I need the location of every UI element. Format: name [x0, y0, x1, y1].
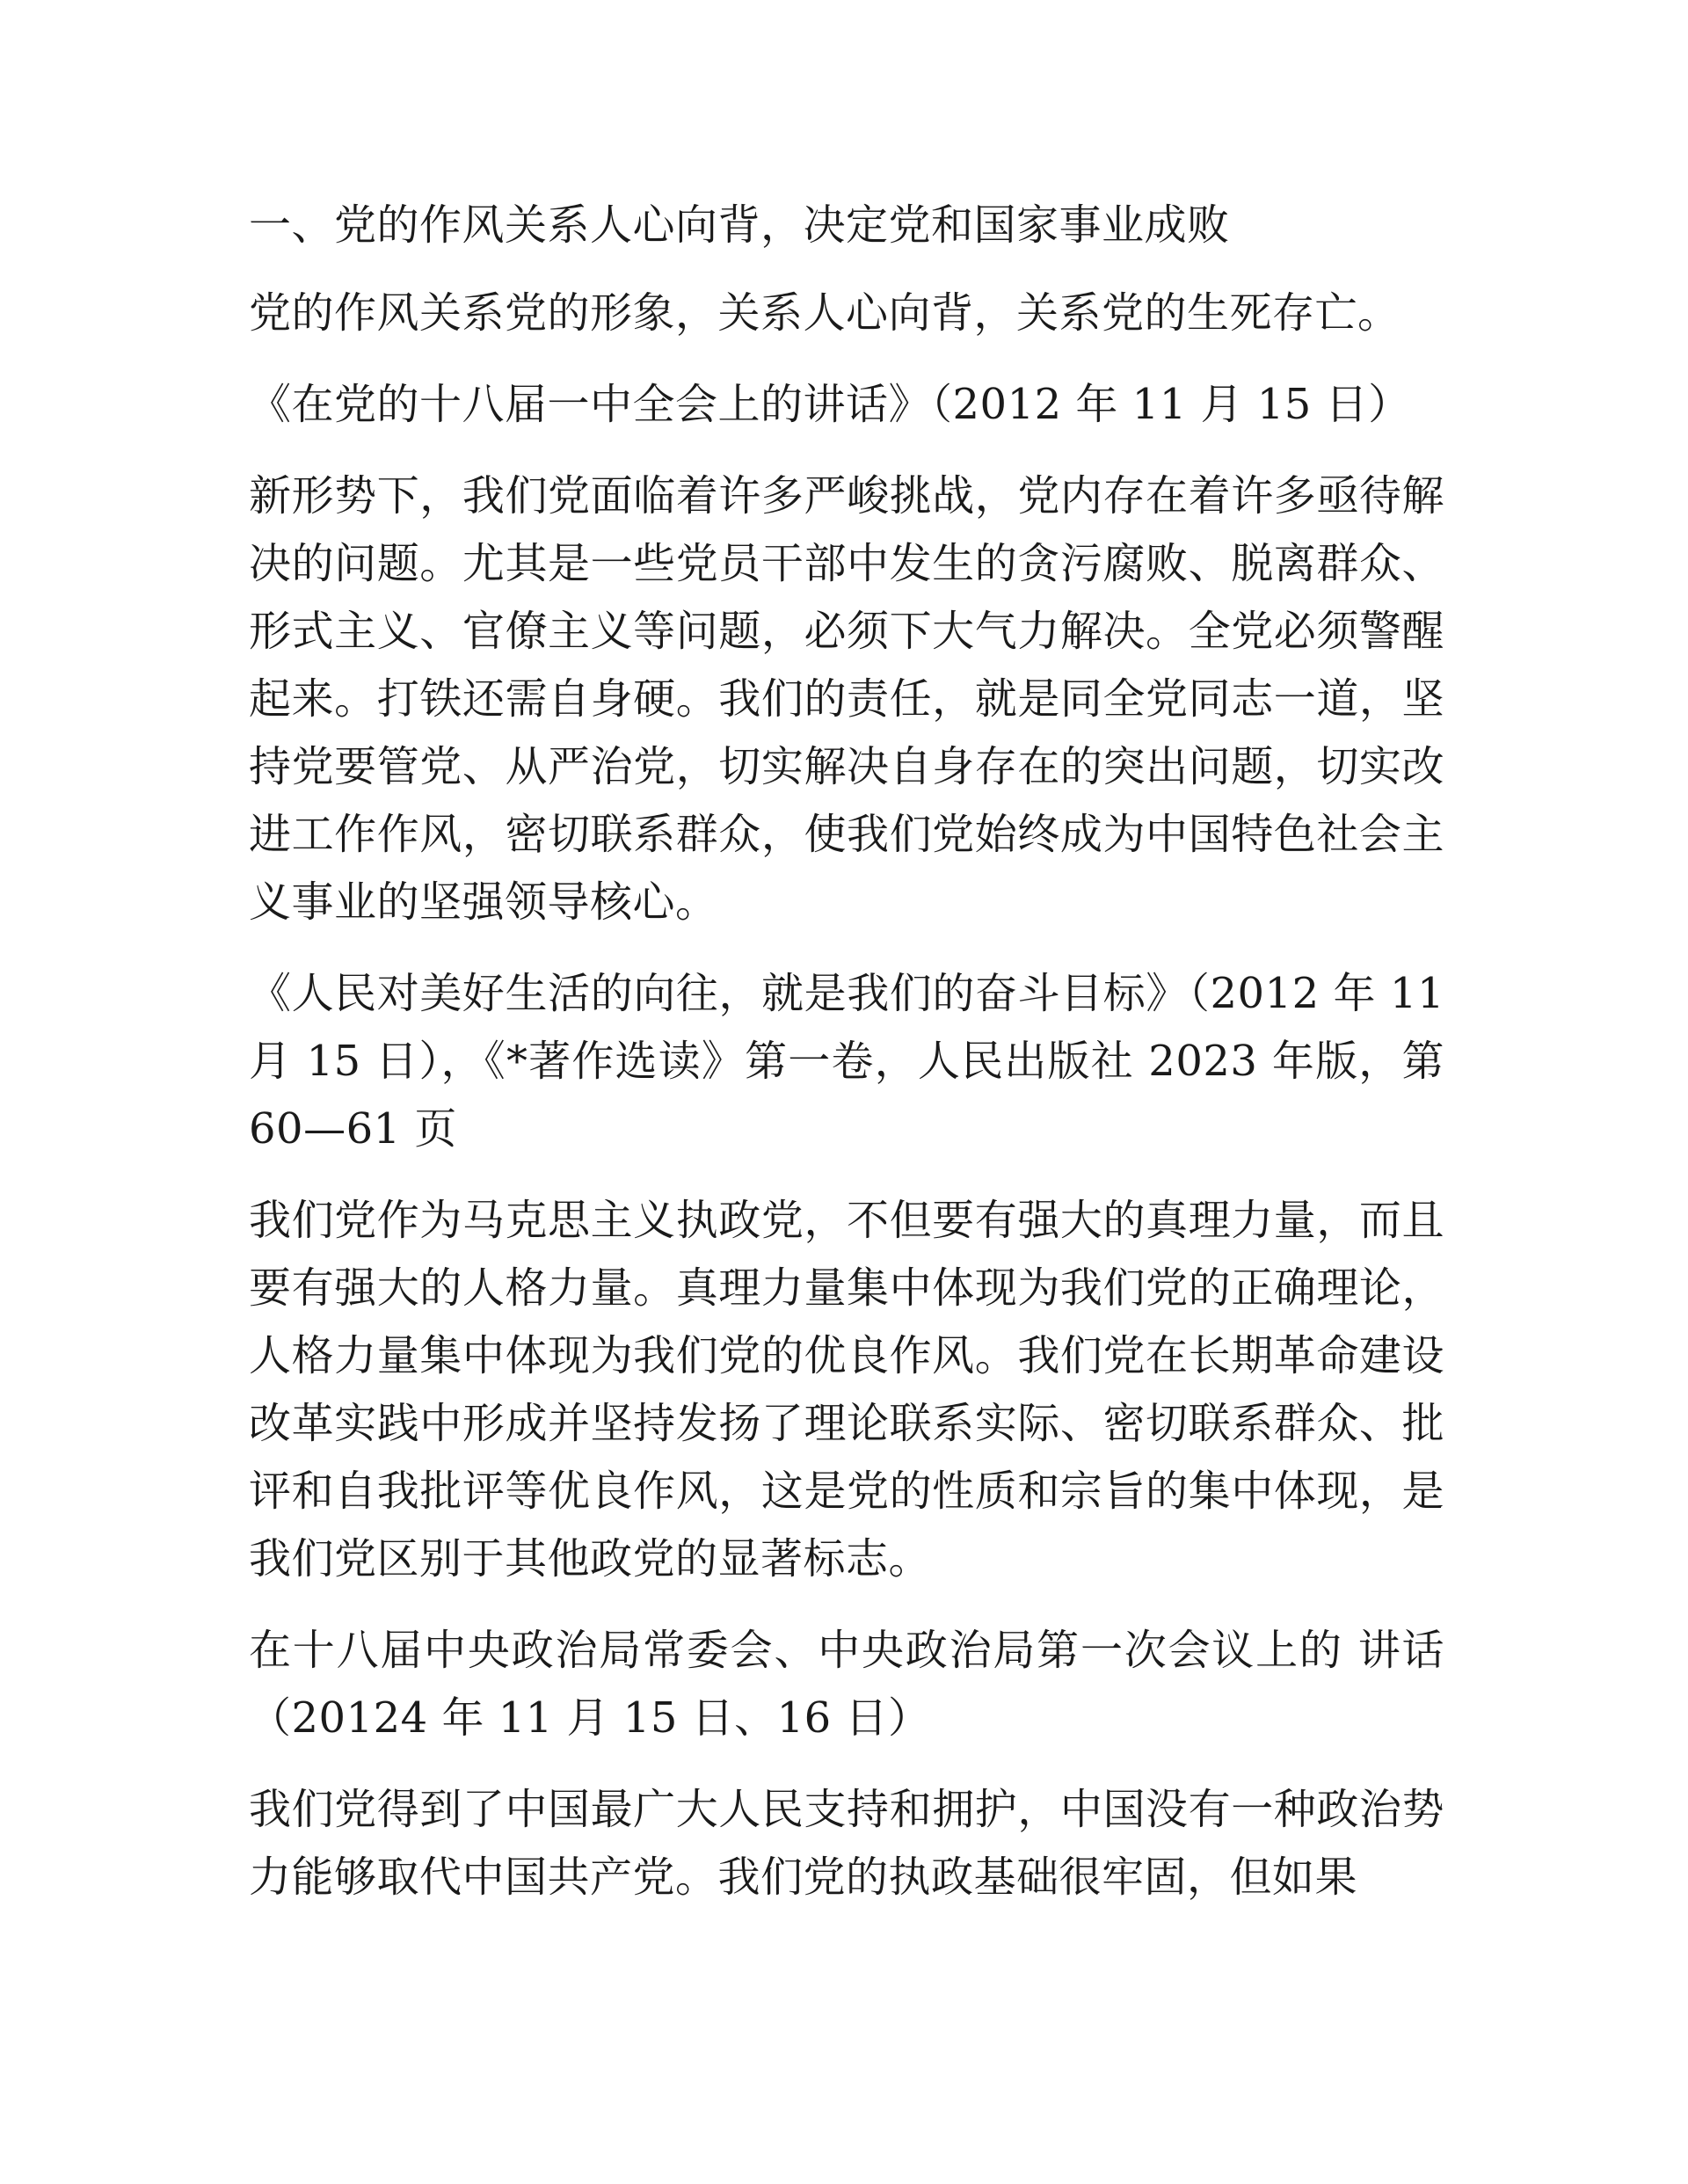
section-heading: 一、党的作风关系人心向背，决定党和国家事业成败 — [249, 200, 1230, 250]
paragraph-gap — [249, 1593, 1444, 1617]
body-paragraph: 新形势下，我们党面临着许多严峻挑战，党内存在着许多亟待解决的问题。尤其是一些党员干部中发生的贪污腐败、脱离群众、形式主义、官僚主义等问题，必须下大气力解决。全党必须警醒起来。打铁还需自身硬。我们的责任，就是同全党同志一道，坚持党要管党、从严治党，切实解决自身存在的突出问题，切实改进工作作风，密切联系群众，使我们党始终成为中国特色社会主义事业的坚强领导核心。 — [249, 471, 1444, 927]
paragraph-gap — [249, 936, 1444, 960]
body-paragraph: 党的作风关系党的形象，关系人心向背，关系党的生死存亡。 — [249, 288, 1401, 338]
paragraph-gap — [249, 439, 1444, 462]
paragraph-gap — [249, 1163, 1444, 1187]
paragraph-gap — [249, 347, 1444, 371]
citation: 《在党的十八届一中全会上的讲话》（2012 年 11 月 15 日） — [249, 380, 1411, 429]
citation: 《人民对美好生活的向往，就是我们的奋斗目标》（2012 年 11 月 15 日），《*著作选读》第一卷，人民出版社 2023 年版，第 60—61 页 — [249, 969, 1444, 1154]
paragraph-gap — [249, 1752, 1444, 1776]
document-page — [249, 192, 1444, 1911]
body-paragraph: 我们党作为马克思主义执政党，不但要有强大的真理力量，而且要有强大的人格力量。真理力量集中体现为我们党的正确理论，人格力量集中体现为我们党的优良作风。我们党在长期革命建设改革实践中形成并坚持发扬了理论联系实际、密切联系群众、批评和自我批评等优良作风，这是党的性质和宗旨的集中体现，是我们党区别于其他政党的显著标志。 — [249, 1196, 1444, 1583]
body-paragraph: 我们党得到了中国最广大人民支持和拥护，中国没有一种政治势力能够取代中国共产党。我们党的执政基础很牢固，但如果 — [249, 1785, 1444, 1902]
citation: 在十八届中央政治局常委会、中央政治局第一次会议上的 讲话（20124 年 11 月 15 日、16 日） — [249, 1626, 1444, 1743]
